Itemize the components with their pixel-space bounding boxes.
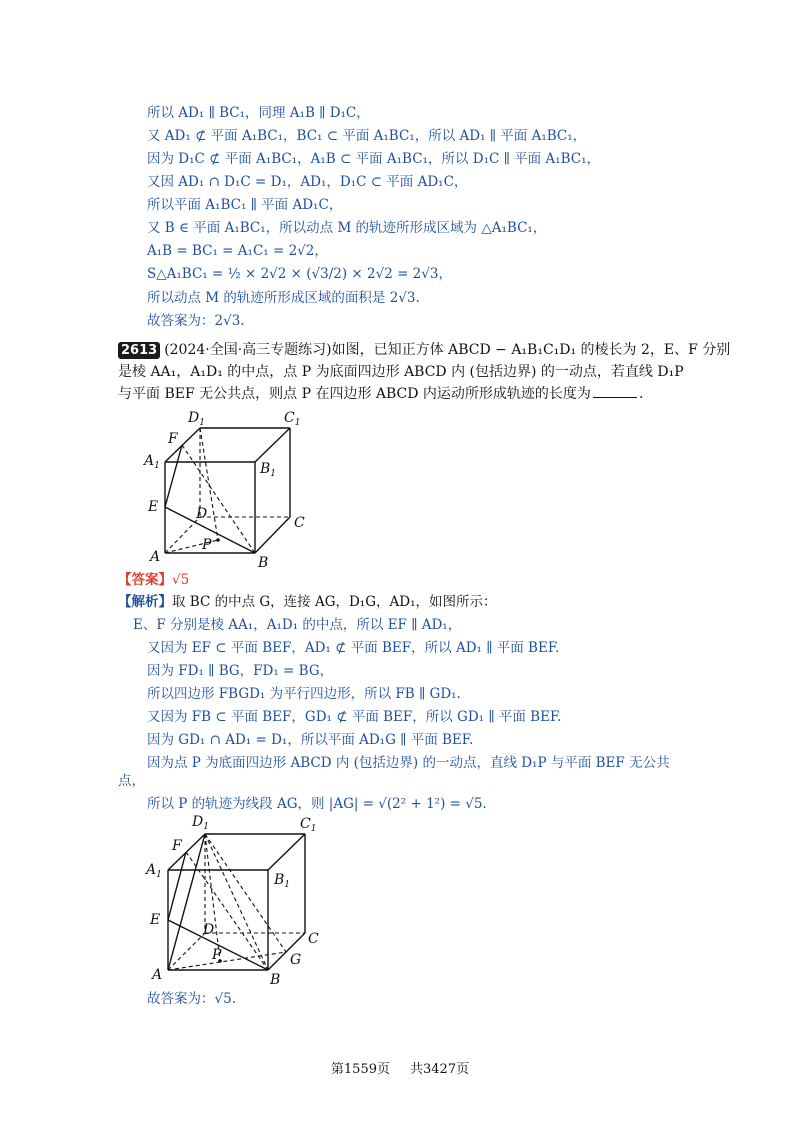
solution-line: 又 B ∈ 平面 A₁BC₁，所以动点 M 的轨迹所形成区域为 △A₁BC₁， [147, 220, 547, 236]
final-answer-line: 故答案为：√5. [147, 991, 236, 1007]
answer-line: 【答案】√5 [118, 572, 190, 588]
label-a1: $A_1$ [146, 862, 162, 880]
analysis-line: 又因为 EF ⊂ 平面 BEF，AD₁ ⊄ 平面 BEF，所以 AD₁ ∥ 平面 BEF. [147, 640, 560, 656]
page-footer [0, 1058, 800, 1077]
label-c: C [294, 515, 305, 531]
label-a: A [150, 549, 161, 565]
solution-line: 所以动点 M 的轨迹所形成区域的面积是 2√3. [147, 290, 420, 306]
label-b: B [270, 972, 281, 988]
analysis-line: 因为 GD₁ ∩ AD₁ = D₁，所以平面 AD₁G ∥ 平面 BEF. [147, 732, 474, 748]
analysis-wrap: 点， [118, 773, 145, 789]
analysis-line: 因为 FD₁ ∥ BG，FD₁ = BG， [147, 663, 334, 679]
solution-line: S△A₁BC₁ = ½ × 2√2 × (√3/2) × 2√2 = 2√3， [147, 266, 452, 282]
label-c1: $C_1$ [284, 410, 301, 428]
problem-line-3: 与平面 BEF 无公共点，则点 P 在四边形 ABCD 内运动所形成轨迹的长度为 . [118, 386, 644, 402]
solution-line: 所以平面 A₁BC₁ ∥ 平面 AD₁C， [147, 197, 343, 213]
solution-line: 又 AD₁ ⊄ 平面 A₁BC₁，BC₁ ⊂ 平面 A₁BC₁，所以 AD₁ ∥ 平面 A₁BC₁， [147, 128, 587, 144]
label-f: F [168, 431, 178, 447]
analysis-line: 又因为 FB ⊂ 平面 BEF，GD₁ ⊄ 平面 BEF，所以 GD₁ ∥ 平面 BEF. [147, 709, 562, 725]
label-c1: $C_1$ [300, 816, 317, 834]
label-d: D [203, 922, 215, 938]
problem-line-1: 2613 (2024·全国·高三专题练习)如图，已知正方体 ABCD − A₁B₁C₁D₁ 的棱长为 2，E、F 分别 [118, 340, 730, 361]
page-number: 第1559页 [330, 1062, 390, 1077]
label-a: A [152, 967, 163, 983]
label-d1: $D_1$ [188, 410, 205, 428]
analysis-last-line: 所以 P 的轨迹为线段 AG，则 |AG| = √(2² + 1²) = √5. [147, 796, 487, 812]
solution-line: 又因 AD₁ ∩ D₁C = D₁，AD₁，D₁C ⊂ 平面 AD₁C， [147, 174, 468, 190]
label-g: G [290, 952, 302, 968]
solution-line: A₁B = BC₁ = A₁C₁ = 2√2， [147, 243, 328, 259]
label-d: D [196, 506, 208, 522]
answer-blank [593, 385, 637, 398]
label-b1: $B_1$ [260, 461, 277, 479]
solution-line: 因为 D₁C ⊄ 平面 A₁BC₁，A₁B ⊂ 平面 A₁BC₁，所以 D₁C ∥ 平面 A₁BC₁， [147, 151, 600, 167]
analysis-line: 因为点 P 为底面四边形 ABCD 内 (包括边界) 的一动点，直线 D₁P 与平面 BEF 无公共 [147, 755, 670, 771]
problem-number-badge: 2613 [118, 342, 160, 359]
label-b1: $B_1$ [274, 872, 291, 890]
label-e: E [148, 499, 159, 515]
analysis-line: 所以四边形 FBGD₁ 为平行四边形，所以 FB ∥ GD₁. [147, 686, 461, 702]
label-f: F [172, 838, 182, 854]
label-a1: $A_1$ [144, 453, 160, 471]
solution-line: 故答案为：2√3. [147, 313, 245, 329]
label-e: E [150, 912, 161, 928]
solution-line: 所以 AD₁ ∥ BC₁，同理 A₁B ∥ D₁C， [147, 105, 370, 121]
analysis-line: E、F 分别是棱 AA₁，A₁D₁ 的中点，所以 EF ∥ AD₁， [133, 617, 462, 633]
page-total: 共3427页 [410, 1062, 470, 1077]
label-c: C [308, 931, 319, 947]
label-p: P [202, 537, 212, 553]
cube-figure-2 [140, 808, 330, 988]
problem-line-2: 是棱 AA₁，A₁D₁ 的中点，点 P 为底面四边形 ABCD 内 (包括边界) 的一动点，若直线 D₁P [118, 364, 684, 380]
label-d1: $D_1$ [192, 814, 209, 832]
analysis-first-line: 【解析】取 BC 的中点 G，连接 AG，D₁G，AD₁，如图所示： [118, 594, 497, 610]
label-p: P [212, 947, 222, 963]
cube-figure-1 [140, 405, 320, 575]
label-b: B [258, 555, 269, 571]
